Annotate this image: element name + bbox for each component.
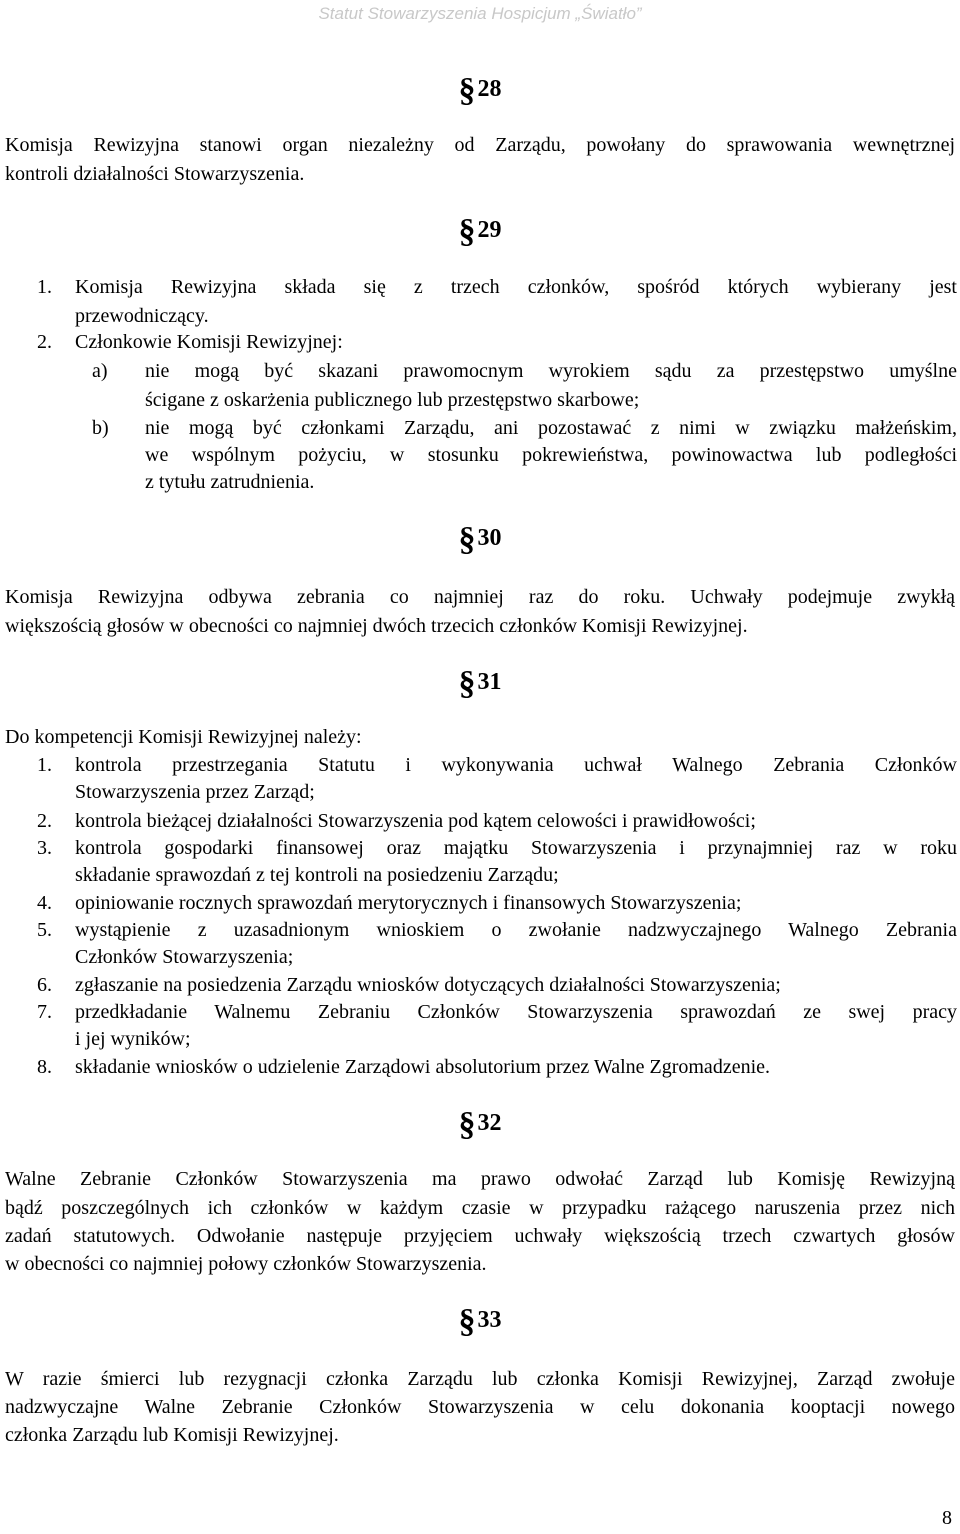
section-heading-30 [0,521,960,559]
section-symbol: § [458,1303,476,1340]
sublist-item-line: ścigane z oskarżenia publicznego lub przestępstwo skarbowe; [145,389,640,411]
list-number: 4. [37,892,52,914]
list-number: 2. [37,810,52,832]
section-number: 33 [477,1307,502,1333]
list-item-line: przedkładanie Walnemu Zebraniu Członków Stowarzyszenia sprawozdań ze swej pracy [75,1001,957,1023]
paragraph-line: w obecności co najmniej połowy członków Stowarzyszenia. [5,1253,487,1275]
paragraph-line: zadań statutowych. Odwołanie następuje przyjęciem uchwały większością trzech czwartych głosów [5,1225,955,1247]
list-item-line: zgłaszanie na posiedzenia Zarządu wniosków dotyczących działalności Stowarzyszenia; [75,974,781,996]
paragraph-line: większością głosów w obecności co najmniej dwóch trzecich członków Komisji Rewizyjnej. [5,615,748,637]
section-number: 31 [477,669,502,695]
sublist-item-line: nie mogą być członkami Zarządu, ani pozostawać z nimi w związku małżeńskim, [145,417,957,439]
section-heading-31 [0,665,960,703]
list-number: 8. [37,1056,52,1078]
section-heading-33 [0,1303,960,1341]
list-item-line: Członków Stowarzyszenia; [75,946,294,968]
list-item-line: składanie sprawozdań z tej kontroli na posiedzeniu Zarządu; [75,864,559,886]
section-number: 28 [477,76,502,102]
section-heading-29 [0,213,960,251]
sublist-label: b) [92,417,109,439]
section-symbol: § [458,213,476,250]
list-item-line: opiniowanie rocznych sprawozdań merytorycznych i finansowych Stowarzyszenia; [75,892,742,914]
paragraph-line: członka Zarządu lub Komisji Rewizyjnej. [5,1424,339,1446]
list-item-line: kontrola gospodarki finansowej oraz majątku Stowarzyszenia i przynajmniej raz w roku [75,837,957,859]
running-header: Statut Stowarzyszenia Hospicjum „Światło” [318,4,642,23]
section-symbol: § [458,665,476,702]
paragraph-line: kontroli działalności Stowarzyszenia. [5,163,305,185]
list-item-line: składanie wniosków o udzielenie Zarządowi absolutorium przez Walne Zgromadzenie. [75,1056,770,1078]
section-heading-28 [0,72,960,110]
list-item-line: przewodniczący. [75,305,209,327]
paragraph-line: Komisja Rewizyjna odbywa zebrania co najmniej raz do roku. Uchwały podejmuje zwykłą [5,586,955,608]
list-number: 6. [37,974,52,996]
list-number: 3. [37,837,52,859]
list-item-line: Stowarzyszenia przez Zarząd; [75,781,315,803]
list-item-line: Komisja Rewizyjna składa się z trzech członków, spośród których wybierany jest [75,276,957,298]
paragraph-line: Komisja Rewizyjna stanowi organ niezależny od Zarządu, powołany do sprawowania wewnętrznej [5,134,955,156]
paragraph-line: nadzwyczajne Walne Zebranie Członków Stowarzyszenia w celu dokonania kooptacji nowego [5,1396,955,1418]
section-symbol: § [458,1106,476,1143]
list-number: 5. [37,919,52,941]
section-number: 29 [477,217,502,243]
section-heading-32 [0,1106,960,1144]
list-number: 2. [37,331,52,353]
section-symbol: § [458,72,476,109]
page-number: 8 [942,1507,952,1529]
sublist-item-line: z tytułu zatrudnienia. [145,471,315,493]
paragraph-line: Walne Zebranie Członków Stowarzyszenia ma prawo odwołać Zarząd lub Komisję Rewizyjną [5,1168,955,1190]
paragraph-line: W razie śmierci lub rezygnacji członka Zarządu lub członka Komisji Rewizyjnej, Zarząd zwołuje [5,1368,955,1390]
list-number: 1. [37,276,52,298]
paragraph-line: bądź poszczególnych ich członków w każdym czasie w przypadku rażącego naruszenia przez nich [5,1197,955,1219]
section-symbol: § [458,521,476,558]
sublist-item-line: we wspólnym pożyciu, w stosunku pokrewieństwa, powinowactwa lub podległości [145,444,957,466]
paragraph-line: Do kompetencji Komisji Rewizyjnej należy: [5,726,362,748]
section-number: 32 [477,1110,502,1136]
list-item-line: kontrola przestrzegania Statutu i wykonywania uchwał Walnego Zebrania Członków [75,754,957,776]
sublist-label: a) [92,360,108,382]
sublist-item-line: nie mogą być skazani prawomocnym wyrokiem sądu za przestępstwo umyślne [145,360,957,382]
list-number: 7. [37,1001,52,1023]
list-item-line: Członkowie Komisji Rewizyjnej: [75,331,343,353]
list-item-line: i jej wyników; [75,1028,191,1050]
list-number: 1. [37,754,52,776]
section-number: 30 [477,525,502,551]
list-item-line: kontrola bieżącej działalności Stowarzyszenia pod kątem celowości i prawidłowości; [75,810,756,832]
list-item-line: wystąpienie z uzasadnionym wnioskiem o zwołanie nadzwyczajnego Walnego Zebrania [75,919,957,941]
